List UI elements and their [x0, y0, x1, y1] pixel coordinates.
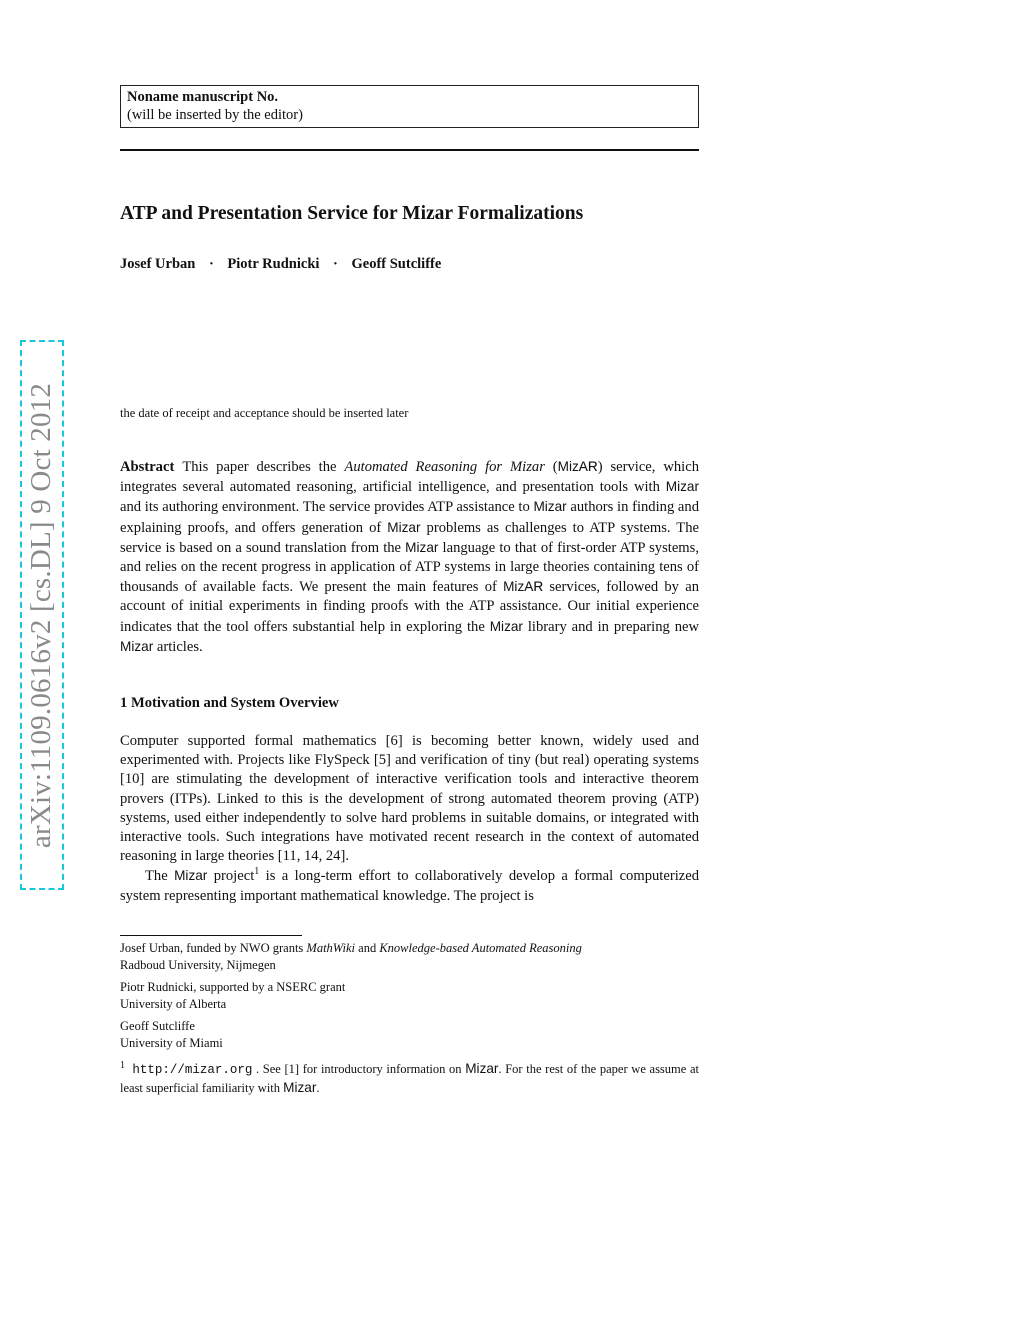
mizar-term: Mizar — [120, 638, 154, 654]
affiliation: Josef Urban, funded by NWO grants MathWiki and Knowledge-based Automated Reasoning Radboud University, Nijmegen — [120, 940, 699, 974]
abstract: Abstract This paper describes the Automated Reasoning for Mizar (MizAR) service, which integrates several automated reasoning, artificial intelligence, and presentation tools with Mizar and its authoring environment. The service provides ATP assistance to Mizar authors in finding and explaining proofs, and offers generation of Mizar problems as challenges to ATP systems. The service is based on a sound translation from the Mizar language to that of first-order ATP systems, and relies on the recent progress in application of ATP systems in large theories containing tens of thousands of available facts. We present the main features of MizAR services, followed by an account of initial experiments in finding proofs with the ATP assistance. Our initial experience indicates that the tool offers substantial help in exploring the Mizar library and in preparing new Mizar articles. — [120, 459, 700, 655]
institution: University of Miami — [120, 1036, 223, 1050]
editor-box — [120, 85, 699, 128]
mizar-acronym-blackboard: AR — [578, 459, 598, 474]
mizar-term: Mizar — [465, 1061, 499, 1076]
author-separator: · — [333, 256, 338, 272]
affiliation: Geoff Sutcliffe University of Miami — [120, 1018, 699, 1052]
grant-name: Knowledge-based Automated Reasoning — [379, 941, 582, 955]
institution: University of Alberta — [120, 997, 227, 1011]
mizar-term: Mizar — [533, 499, 567, 515]
paragraph: Computer supported formal mathematics [6] is becoming better known, widely used and experimented with. Projects like FlySpeck [5] and verification of tiny (but real) operating systems [10] are stimulating the development of interactive verification tools and interactive theorem provers (ITPs). Linked to this is the development of strong automated theorem proving (ATP) systems, used either independently to solve hard problems in suitable domains, or integrated with interactive tools. Such integrations have motivated recent research in the context of automated reasoning in large theories [11, 14, 24]. — [120, 733, 699, 865]
affiliation: Piotr Rudnicki, supported by a NSERC grant University of Alberta — [120, 979, 699, 1013]
paragraph: The Mizar project$^1$ is a long-term effort to collaboratively develop a formal computerized system representing important mathematical knowledge. The project is — [120, 866, 699, 904]
paper-title: ATP and Presentation Service for Mizar Formalizations — [120, 203, 584, 224]
editor-note: (will be inserted by the editor) — [127, 107, 303, 123]
mizar-term: Mizar — [174, 868, 208, 884]
mizar-term: Mizar — [405, 539, 439, 555]
author-name: Geoff Sutcliffe — [351, 256, 442, 272]
section-body — [120, 732, 699, 906]
footnote-url-link[interactable]: http://mizar.org — [132, 1063, 253, 1077]
abstract-label: Abstract — [120, 459, 175, 475]
mizar-term: Mizar — [283, 1080, 317, 1095]
grant-name: MathWiki — [306, 941, 356, 955]
author-name: Piotr Rudnicki — [227, 256, 320, 272]
arxiv-stamp-text: arXiv:1109.0616v2 [cs.DL] 9 Oct 2012 — [25, 382, 58, 848]
mizar-term: Mizar — [665, 479, 699, 495]
mizar-term: Mizar — [387, 519, 421, 535]
author-name: Josef Urban — [120, 256, 196, 272]
author-list — [120, 256, 441, 273]
mizar-acronym-part: Miz — [557, 459, 579, 474]
arxiv-stamp — [20, 340, 64, 890]
footnote-mark: 1 — [120, 1059, 125, 1071]
footnote-rule — [120, 935, 302, 936]
mizar-term: Mizar — [489, 618, 523, 634]
institution: Radboud University, Nijmegen — [120, 958, 276, 972]
header-rule — [120, 149, 699, 151]
service-name: Automated Reasoning for Mizar — [344, 459, 545, 475]
mizar-acronym-part: Miz — [503, 579, 525, 595]
author-separator: · — [208, 256, 214, 272]
footnote-marker: 1 — [254, 866, 260, 878]
receipt-note: the date of receipt and acceptance should be inserted later — [120, 406, 409, 420]
footnote: $^1$ http://mizar.org . See [1] for introductory information on Mizar. For the rest of the paper we assume at least superficial familiarity with Mizar. — [120, 1059, 699, 1095]
manuscript-number: Noname manuscript No. — [127, 89, 279, 105]
mizar-acronym-blackboard: AR — [524, 579, 544, 595]
section-heading: 1 Motivation and System Overview — [120, 695, 339, 711]
